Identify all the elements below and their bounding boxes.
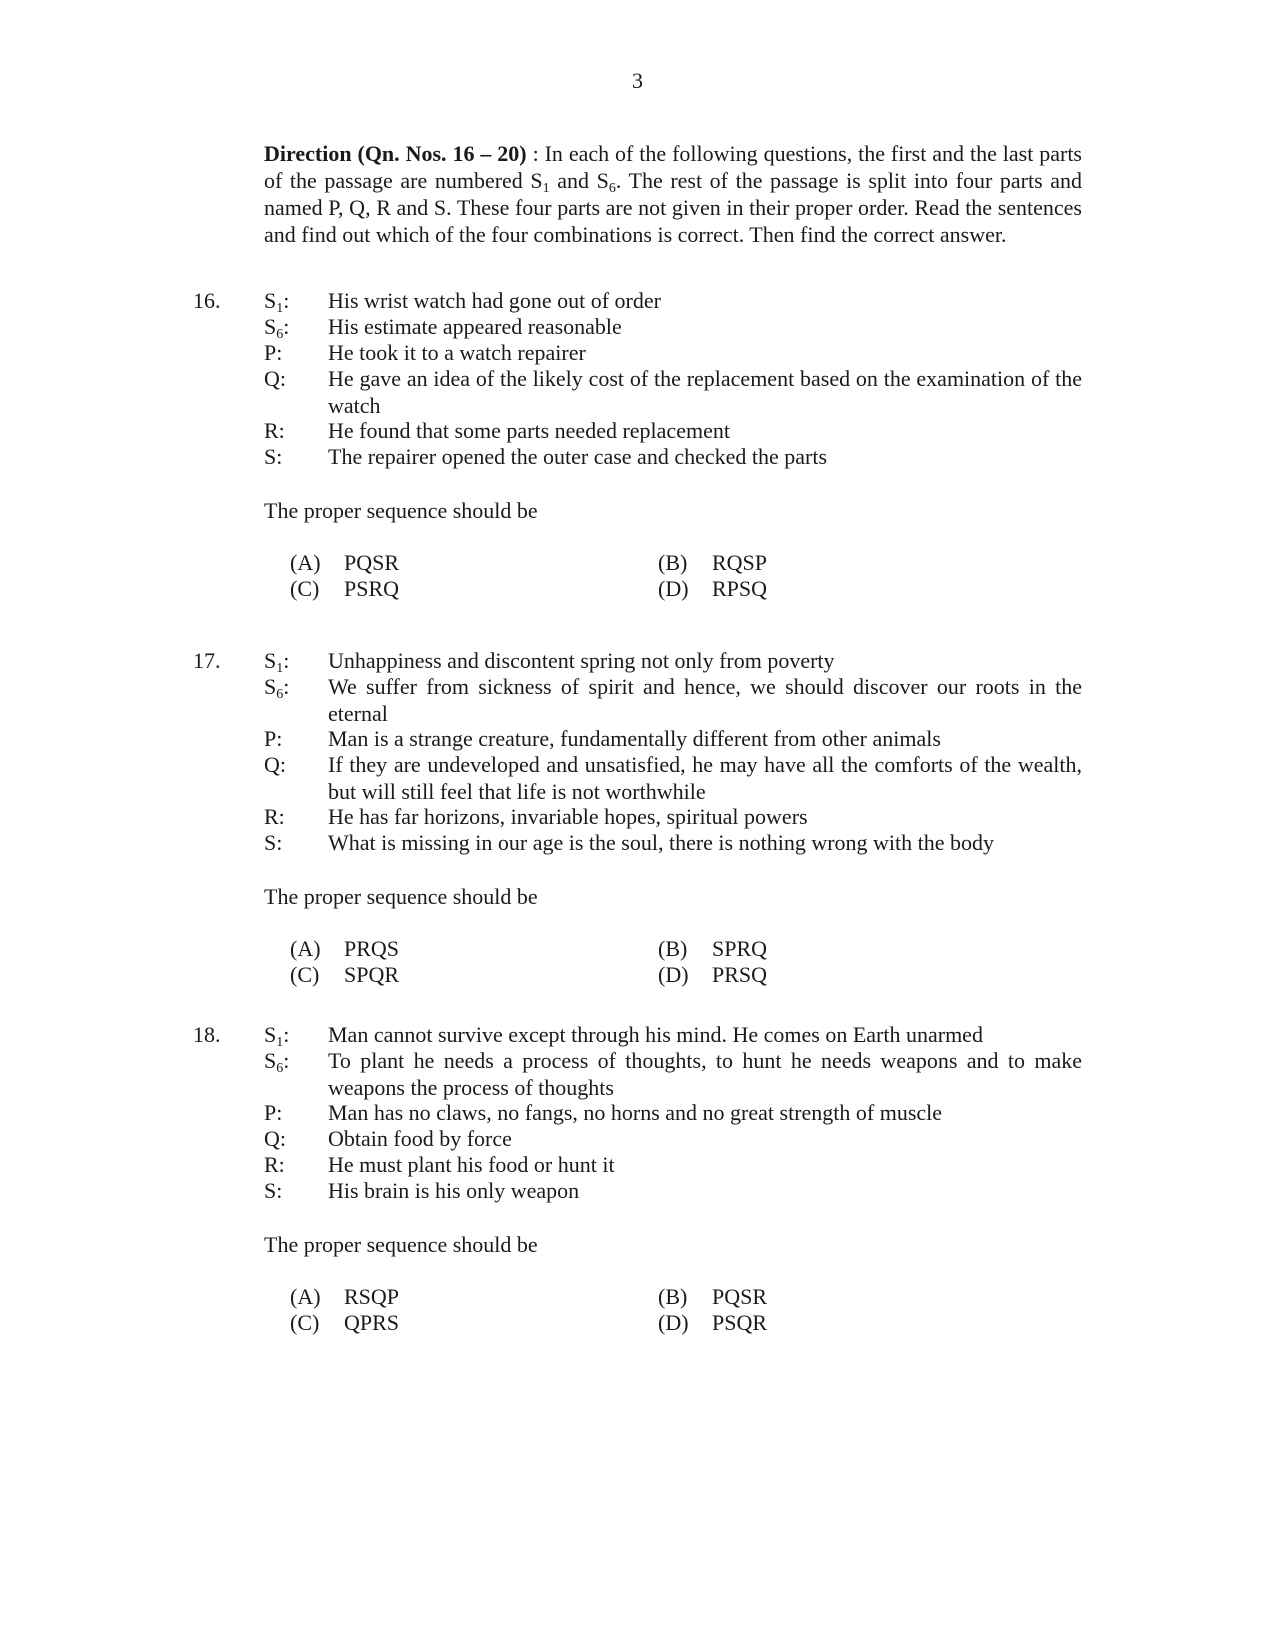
label-s: S: [264,1178,283,1203]
option-value: QPRS [344,1310,400,1335]
sentence-p: Man has no claws, no fangs, no horns and no great strength of muscle [328,1100,943,1125]
sentence-s1: Man cannot survive except through his mind. He comes on Earth unarmed [328,1022,983,1047]
option-label: (B) [658,936,688,961]
sentence-p: Man is a strange creature, fundamentally different from other animals [328,726,941,751]
sentence-s6: His estimate appeared reasonable [328,314,622,339]
label-s1 [264,647,289,674]
option-value: RSQP [344,1284,400,1309]
option-label: (D) [658,576,689,601]
s-letter: S [264,1048,277,1073]
option-label: (B) [658,1284,688,1309]
sentence-r: He has far horizons, invariable hopes, spiritual powers [328,804,808,829]
direction-text: . The rest of the passage is split into four parts and named P, Q, R and S. These four parts are not given in their proper order. Read the sentences and find out which of the four combinations is correct. Then find the correct answer. [264,168,1082,247]
colon: : [283,288,290,313]
question-number: 17. [193,648,221,673]
option-value: PRSQ [712,962,768,987]
option-label: (C) [290,1310,320,1335]
option-value: SPRQ [712,936,768,961]
subscript: 1 [276,301,284,316]
s-letter: S [264,674,277,699]
sentence-p: He took it to a watch repairer [328,340,586,365]
label-r: R: [264,1152,285,1177]
subscript: 6 [608,181,616,196]
label-q: Q: [264,1126,286,1151]
sentence-s1: His wrist watch had gone out of order [328,288,661,313]
sentence-q: He gave an idea of the likely cost of the replacement based on the examination of the watch [328,366,1082,418]
sentence-r: He found that some parts needed replacement [328,418,730,443]
option-label: (A) [290,1284,321,1309]
label-p: P: [264,1100,283,1125]
label-r: R: [264,418,285,443]
colon: : [283,1022,290,1047]
label-q: Q: [264,752,286,777]
s-letter: S [264,648,277,673]
subscript: 1 [276,1035,284,1050]
sentence-s1: Unhappiness and discontent spring not only from poverty [328,648,835,673]
sequence-prompt: The proper sequence should be [264,1232,538,1257]
s-letter: S [264,1022,277,1047]
option-label: (C) [290,576,320,601]
option-label: (C) [290,962,320,987]
label-p: P: [264,340,283,365]
option-label: (D) [658,1310,689,1335]
label-r: R: [264,804,285,829]
colon: : [283,674,290,699]
label-s6 [264,313,289,340]
label-p: P: [264,726,283,751]
s-letter: S [264,288,277,313]
direction-paragraph [264,140,1082,248]
sentence-s6: To plant he needs a process of thoughts, to hunt he needs weapons and to make weapons the process of thoughts [328,1048,1082,1100]
option-label: (A) [290,936,321,961]
option-label: (B) [658,550,688,575]
option-value: SPQR [344,962,400,987]
question-number: 16. [193,288,221,313]
sentence-s: The repairer opened the outer case and checked the parts [328,444,828,469]
label-q: Q: [264,366,286,391]
subscript: 6 [276,327,284,342]
colon: : [283,648,290,673]
sequence-prompt: The proper sequence should be [264,498,538,523]
sentence-s: What is missing in our age is the soul, there is nothing wrong with the body [328,830,995,855]
option-value: RQSP [712,550,768,575]
sentence-r: He must plant his food or hunt it [328,1152,615,1177]
sequence-prompt: The proper sequence should be [264,884,538,909]
option-value: PSQR [712,1310,768,1335]
colon: : [283,1048,290,1073]
option-value: PSRQ [344,576,400,601]
label-s1 [264,1021,289,1048]
option-value: PRQS [344,936,400,961]
direction-text: and S [549,168,609,193]
sentence-s6: We suffer from sickness of spirit and hence, we should discover our roots in the eternal [328,674,1082,726]
subscript: 1 [542,181,550,196]
direction-text: : In each of the following questions, the first and the last parts of the passage are numbered S [264,141,1082,193]
option-label: (D) [658,962,689,987]
label-s: S: [264,444,283,469]
subscript: 6 [276,1061,284,1076]
sentence-s: His brain is his only weapon [328,1178,580,1203]
label-s: S: [264,830,283,855]
colon: : [283,314,290,339]
option-label: (A) [290,550,321,575]
subscript: 1 [276,661,284,676]
page-number: 3 [632,68,643,93]
question-number: 18. [193,1022,221,1047]
label-s6 [264,1047,289,1074]
label-s6 [264,673,289,700]
s-letter: S [264,314,277,339]
sentence-q: If they are undeveloped and unsatisfied, he may have all the comforts of the wealth, but will still feel that life is not worthwhile [328,752,1082,804]
direction-heading: Direction (Qn. Nos. 16 – 20) [264,141,527,166]
option-value: RPSQ [712,576,768,601]
sentence-q: Obtain food by force [328,1126,512,1151]
option-value: PQSR [712,1284,768,1309]
option-value: PQSR [344,550,400,575]
label-s1 [264,287,289,314]
subscript: 6 [276,687,284,702]
